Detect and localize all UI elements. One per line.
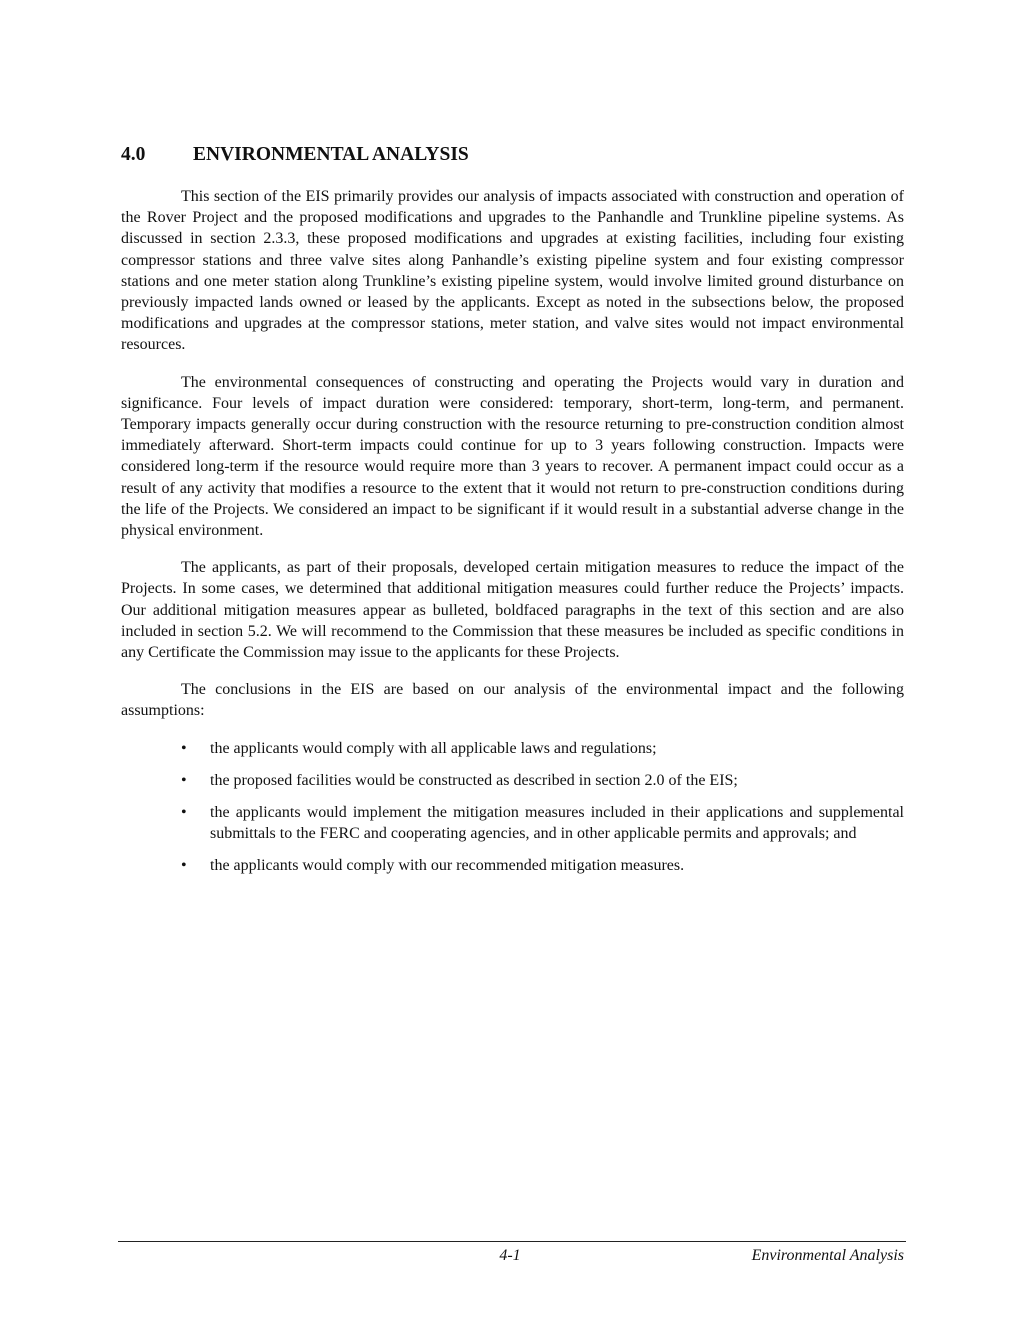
bullet-icon: • [181, 857, 187, 875]
list-item [121, 802, 904, 844]
assumptions-list [121, 738, 904, 877]
list-item [121, 738, 904, 759]
list-item-text: the proposed facilities would be constructed as described in section 2.0 of the EIS; [210, 771, 738, 789]
footer-section-label: Environmental Analysis [751, 1247, 904, 1264]
paragraph-scope: This section of the EIS primarily provides our analysis of impacts associated with construction and operation of the Rover Project and the proposed modifications and upgrades to the Panhandle and Trunkline pipeline systems. As discussed in section 2.3.3, these proposed modifications and upgrades at existing facilities, including four existing compressor stations and three valve sites along Panhandle’s existing pipeline system and four existing compressor stations and one meter station along Trunkline’s existing pipeline system, would involve limited ground disturbance on previously impacted lands owned or leased by the applicants. Except as noted in the subsections below, the proposed modifications and upgrades at the compressor stations, meter station, and valve sites would not impact environmental resources. [121, 188, 904, 354]
list-item [121, 855, 904, 876]
footer-divider [118, 1241, 906, 1242]
footer-page-number: 4-1 [499, 1247, 521, 1264]
paragraph-assumptions-intro: The conclusions in the EIS are based on our analysis of the environmental impact and the following assumptions: [121, 681, 904, 720]
bullet-icon: • [181, 739, 187, 757]
section-title: ENVIRONMENTAL ANALYSIS [193, 144, 469, 165]
bullet-icon: • [181, 771, 187, 789]
list-item-text: the applicants would implement the mitigation measures included in their applications and supplemental submittals to the FERC and cooperating agencies, and in other applicable permits and approvals; and [210, 804, 904, 843]
body-text [121, 186, 904, 888]
list-item-text: the applicants would comply with our recommended mitigation measures. [210, 857, 685, 875]
paragraph-impact-duration: The environmental consequences of constructing and operating the Projects would vary in duration and significance. Four levels of impact duration were considered: temporary, short-term, long-term, and permanent. Temporary impacts generally occur during construction with the resource returning to pre-construction condition almost immediately afterward. Short-term impacts could continue for up to 3 years following construction. Impacts were considered long-term if the resource would require more than 3 years to recover. A permanent impact could occur as a result of any activity that modifies a resource to the extent that it would not return to pre-construction conditions during the life of the Projects. We considered an impact to be significant if it would result in a substantial adverse change in the physical environment. [121, 373, 904, 540]
bullet-icon: • [181, 804, 187, 822]
paragraph-mitigation: The applicants, as part of their proposals, developed certain mitigation measures to reduce the impact of the Projects. In some cases, we determined that additional mitigation measures could further reduce the Projects’ impacts. Our additional mitigation measures appear as bulleted, boldfaced paragraphs in the text of this section and are also included in section 5.2. We will recommend to the Commission that these measures be included as specific conditions in any Certificate the Commission may issue to the applicants for these Projects. [121, 559, 904, 662]
section-number: 4.0 [121, 144, 146, 165]
list-item-text: the applicants would comply with all applicable laws and regulations; [210, 739, 657, 757]
section-heading [121, 143, 904, 167]
list-item [121, 770, 904, 791]
